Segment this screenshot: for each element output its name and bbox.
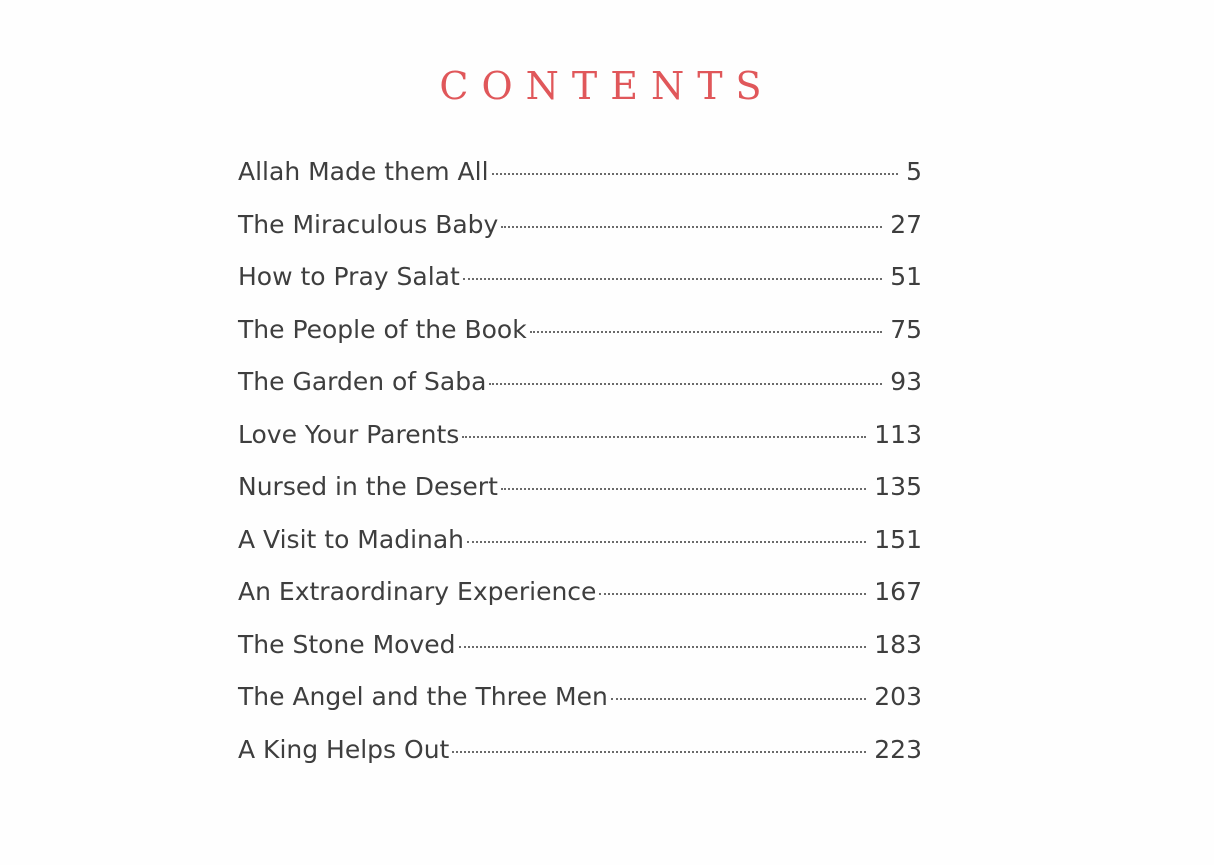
toc-entry-page: 183 — [874, 629, 922, 659]
dot-leader — [611, 698, 866, 700]
toc-entry[interactable] — [238, 315, 922, 368]
toc-entry-title: An Extraordinary Experience — [238, 577, 597, 606]
toc-entry-title: The Garden of Saba — [238, 367, 487, 396]
dot-leader — [501, 226, 882, 228]
toc-entry-page: 113 — [874, 419, 922, 449]
dot-leader — [462, 436, 866, 438]
toc-entry-page: 203 — [874, 682, 922, 711]
toc-entry-page: 5 — [906, 157, 922, 186]
toc-entry[interactable] — [238, 157, 922, 210]
toc-entry[interactable] — [238, 525, 922, 578]
toc-entry-title: Nursed in the Desert — [238, 472, 498, 501]
toc-entry[interactable] — [238, 630, 922, 683]
dot-leader — [467, 541, 866, 543]
dot-leader — [452, 751, 866, 753]
dot-leader — [489, 383, 882, 385]
toc-entry-title: Love Your Parents — [238, 419, 460, 449]
toc-entry-page: 167 — [874, 577, 922, 606]
toc-entry-page: 151 — [874, 524, 922, 554]
toc-entry-page: 93 — [890, 367, 922, 396]
toc-entry-page: 27 — [890, 209, 922, 239]
dot-leader — [530, 331, 883, 333]
toc-entry[interactable] — [238, 420, 922, 473]
toc-entry[interactable] — [238, 367, 922, 420]
toc-entry-title: Allah Made them All — [238, 157, 489, 186]
toc-entry[interactable] — [238, 262, 922, 315]
toc-entry-title: How to Pray Salat — [238, 262, 460, 291]
dot-leader — [463, 278, 882, 280]
toc-entry-title: The Angel and the Three Men — [238, 682, 608, 711]
toc-entry[interactable] — [238, 472, 922, 525]
toc-entry-title: A King Helps Out — [238, 734, 450, 764]
toc-entry-title: A Visit to Madinah — [238, 524, 465, 554]
toc-entry-title: The Miraculous Baby — [238, 209, 499, 239]
toc-entry[interactable] — [238, 682, 922, 735]
page-title: CONTENTS — [439, 64, 775, 108]
table-of-contents — [238, 157, 922, 787]
dot-leader — [501, 488, 866, 490]
toc-entry[interactable] — [238, 735, 922, 788]
toc-entry-page: 135 — [874, 472, 922, 501]
toc-entry-page: 75 — [890, 314, 922, 344]
dot-leader — [599, 593, 866, 595]
toc-entry-title: The People of the Book — [238, 314, 527, 344]
toc-entry[interactable] — [238, 210, 922, 263]
toc-entry[interactable] — [238, 577, 922, 630]
toc-entry-page: 223 — [874, 734, 922, 764]
toc-entry-page: 51 — [890, 262, 922, 291]
dot-leader — [492, 173, 899, 175]
dot-leader — [459, 646, 867, 648]
toc-entry-title: The Stone Moved — [238, 629, 456, 659]
